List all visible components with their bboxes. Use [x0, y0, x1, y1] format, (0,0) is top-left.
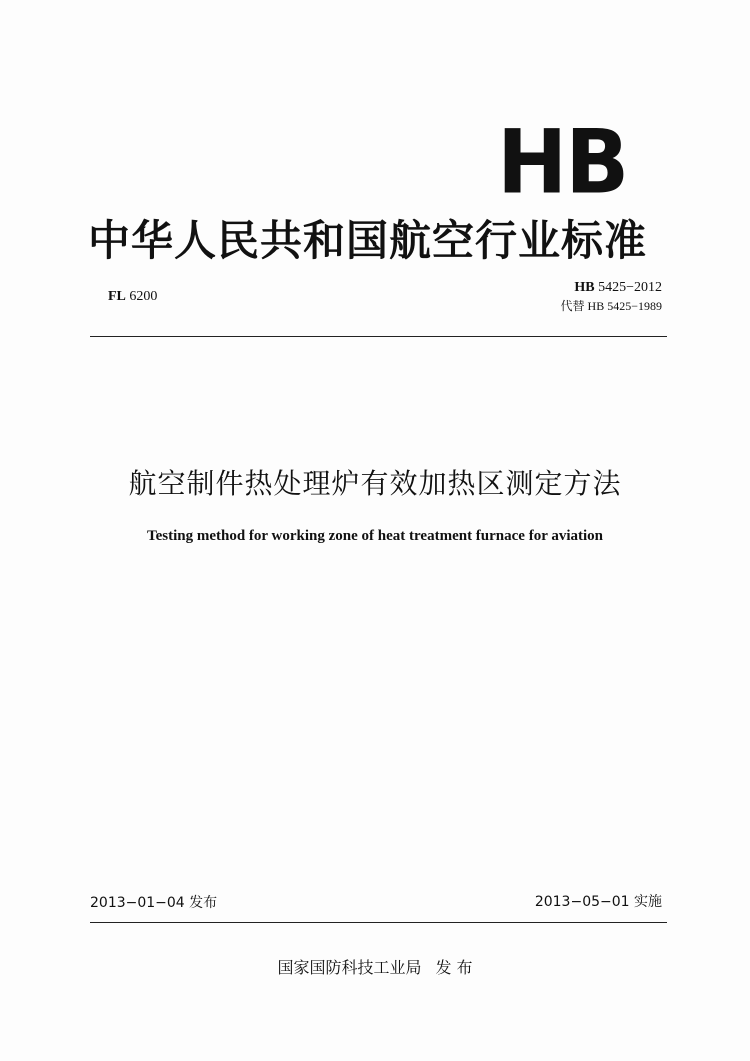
- issuing-authority: [0, 958, 750, 978]
- issuer-name: 国家国防科技工业局: [277, 958, 422, 977]
- issue-date: 2013−01−04 发布: [90, 895, 218, 911]
- classification-number: 6200: [129, 289, 158, 304]
- header-divider: [90, 336, 667, 337]
- title-english: Testing method for working zone of heat treatment furnace for aviation: [146, 528, 604, 544]
- classification-code: [108, 288, 157, 306]
- standard-number: [574, 279, 662, 297]
- implementation-date: 2013−05−01 实施: [534, 894, 662, 910]
- issuer-action: 发 布: [435, 958, 473, 977]
- footer-divider: [90, 922, 667, 923]
- standard-number-prefix: HB: [574, 280, 595, 295]
- replaces-standard: 代替 HB 5425−1989: [560, 299, 662, 313]
- title-chinese: 航空制件热处理炉有效加热区测定方法: [128, 467, 622, 500]
- standard-type-heading: 中华人民共和国航空行业标准: [88, 216, 648, 265]
- hb-logo: HB: [497, 110, 628, 214]
- classification-prefix: FL: [108, 289, 126, 304]
- standard-number-value: 5425−2012: [598, 280, 662, 295]
